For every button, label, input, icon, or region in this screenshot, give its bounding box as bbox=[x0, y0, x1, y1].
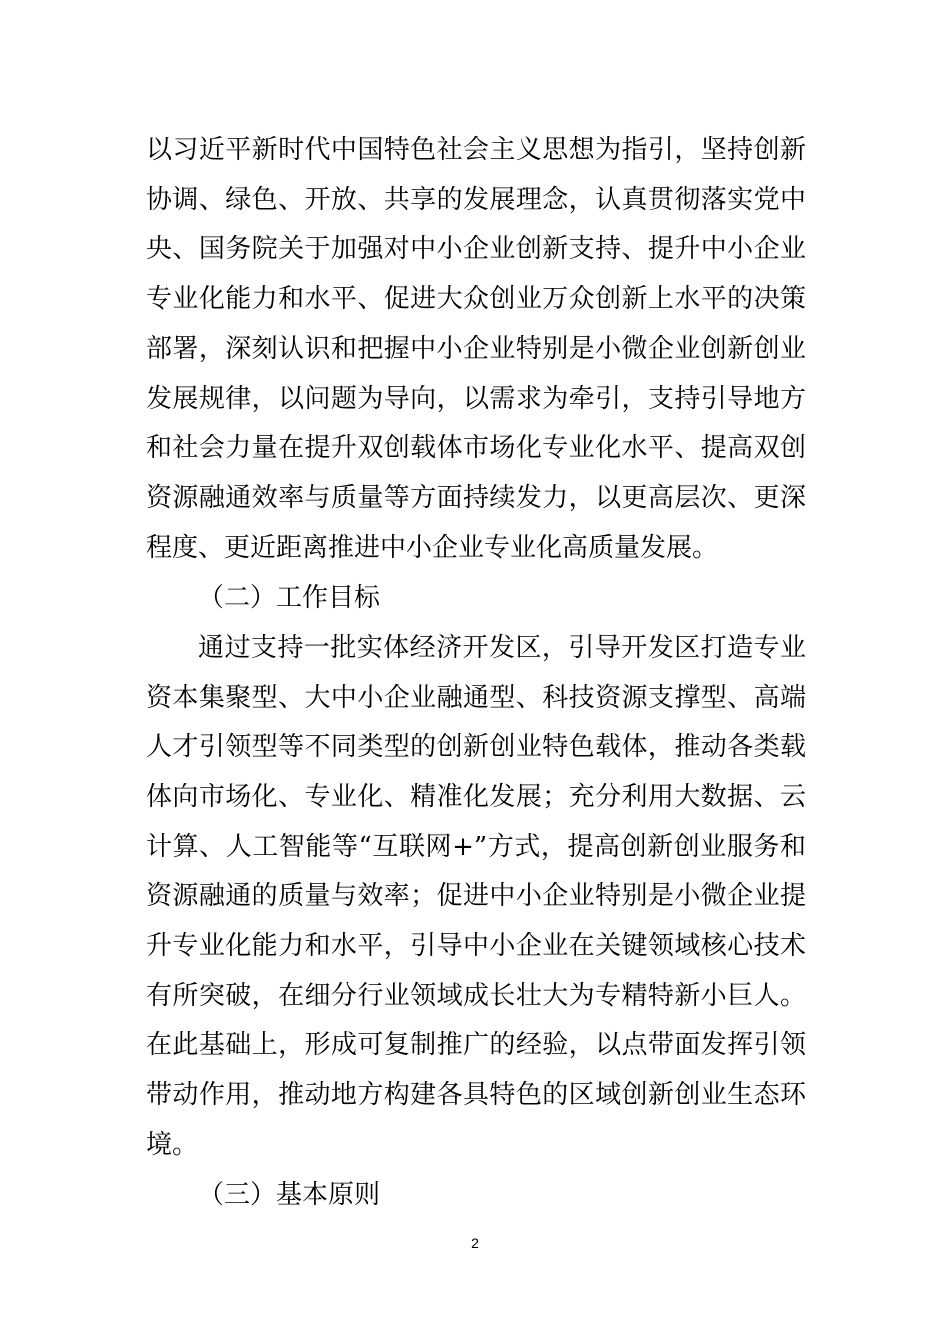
text-line: 计算、人工智能等“互联网+”方式，提高创新创业服务和 bbox=[146, 832, 806, 862]
text-line: 升专业化能力和水平，引导中小企业在关键领域核心技术 bbox=[146, 931, 806, 961]
text-line: 资源融通效率与质量等方面持续发力，以更高层次、更深 bbox=[146, 483, 806, 513]
text-line: 境。 bbox=[146, 1130, 199, 1160]
text-line: 带动作用，推动地方构建各具特色的区域创新创业生态环 bbox=[146, 1080, 806, 1110]
text-line: 以习近平新时代中国特色社会主义思想为指引，坚持创新 bbox=[146, 135, 806, 165]
text-line: 和社会力量在提升双创载体市场化专业化水平、提高双创 bbox=[146, 433, 806, 463]
text-line: 协调、绿色、开放、共享的发展理念，认真贯彻落实党中 bbox=[146, 185, 806, 215]
text-line: 有所突破，在细分行业领域成长壮大为专精特新小巨人。 bbox=[146, 981, 806, 1011]
text-line: 人才引领型等不同类型的创新创业特色载体，推动各类载 bbox=[146, 732, 806, 762]
text-line: 在此基础上，形成可复制推广的经验，以点带面发挥引领 bbox=[146, 1030, 806, 1060]
text-line: 资源融通的质量与效率；促进中小企业特别是小微企业提 bbox=[146, 881, 806, 911]
text-line: 体向市场化、专业化、精准化发展；充分利用大数据、云 bbox=[146, 782, 806, 812]
page-number: 2 bbox=[471, 1235, 479, 1251]
text-line: 部署，深刻认识和把握中小企业特别是小微企业创新创业 bbox=[146, 334, 806, 364]
text-line: 专业化能力和水平、促进大众创业万众创新上水平的决策 bbox=[146, 284, 806, 314]
text-line: 发展规律，以问题为导向，以需求为牵引，支持引导地方 bbox=[146, 384, 806, 414]
text-line: 程度、更近距离推进中小企业专业化高质量发展。 bbox=[146, 533, 719, 563]
section-heading-basic-principles: （三）基本原则 bbox=[198, 1180, 381, 1210]
section-heading-work-goals: （二）工作目标 bbox=[198, 583, 381, 613]
text-line: 资本集聚型、大中小企业融通型、科技资源支撑型、高端 bbox=[146, 683, 806, 713]
text-line: 央、国务院关于加强对中小企业创新支持、提升中小企业 bbox=[146, 234, 806, 264]
text-line: 通过支持一批实体经济开发区，引导开发区打造专业 bbox=[198, 633, 806, 663]
